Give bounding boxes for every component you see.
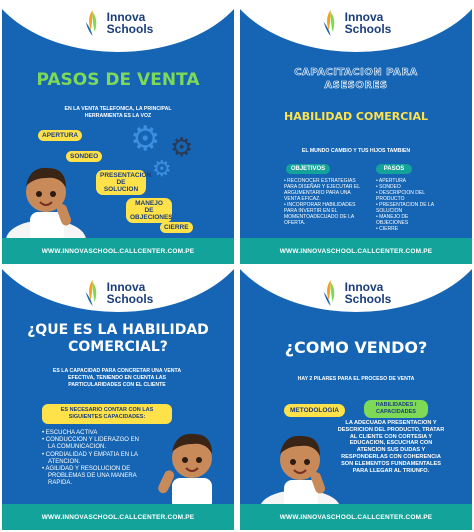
subtitle: EN LA VENTA TELEFONICA, LA PRINCIPAL HERRAMIENTA ES LA VOZ xyxy=(64,106,172,119)
student-illustration xyxy=(6,152,96,242)
step-pill: MANEJO DE OBJECIONES xyxy=(126,198,172,223)
student-illustration xyxy=(142,420,232,510)
list-item: • PRESENTACION DE LA SOLUCION xyxy=(376,202,440,214)
footer-url[interactable]: WWW.INNOVASCHOOL.CALLCENTER.COM.PE xyxy=(240,504,472,530)
capacidades-box: ES NECESARIO CONTAR CON LAS SIGUIENTES CAPACIDADES: xyxy=(42,404,172,424)
page-title: ¿QUE ES LA HABILIDAD COMERCIAL? xyxy=(27,322,209,355)
logo-line2: Schools xyxy=(106,292,154,306)
logo-line2: Schools xyxy=(344,22,392,36)
page-title: HABILIDAD COMERCIAL xyxy=(284,110,428,123)
gear-icon: ⚙ xyxy=(152,156,172,181)
footer-url[interactable]: WWW.INNOVASCHOOL.CALLCENTER.COM.PE xyxy=(240,238,472,264)
innova-logo-icon xyxy=(83,8,103,38)
footer-url[interactable]: WWW.INNOVASCHOOL.CALLCENTER.COM.PE xyxy=(2,504,234,530)
panel-pasos-de-venta xyxy=(2,2,234,264)
innova-logo xyxy=(321,8,392,38)
step-pill: PRESENTACION DE SOLUCION xyxy=(96,170,146,195)
logo-line1: Innova xyxy=(106,280,146,294)
step-pill: SONDEO xyxy=(66,151,102,162)
habilidades-pill: HABILIDADES / CAPACIDADES xyxy=(364,400,428,418)
pasos-list xyxy=(376,178,440,232)
tagline: EL MUNDO CAMBIO Y TUS HIJOS TAMBIEN xyxy=(301,148,411,154)
page-title: PASOS DE VENTA xyxy=(36,70,200,90)
logo-line2: Schools xyxy=(344,292,392,306)
pasos-tag: PASOS xyxy=(376,164,412,174)
innova-logo-icon xyxy=(83,278,103,308)
innova-logo-icon xyxy=(321,278,341,308)
list-item: • MANEJO DE OBJECIONES xyxy=(376,214,440,226)
pilares-paragraph: LA ADECUADA PRESENTACION Y DESCRICION DEL PRODUCTO, TRATAR AL CLIENTE CON CORTESIA Y EDUCACION, ESCUCHAR CON ATENCION SUS DUDAS Y RESPONDERLAS CON COHERENCIA SON ELEMENTOS FUNDAMENTALES PARA LLEGAR AL TRIUNFO. xyxy=(337,420,445,474)
panel-como-vendo xyxy=(240,268,472,530)
logo-line1: Innova xyxy=(344,10,384,24)
step-pill: APERTURA xyxy=(38,130,82,141)
student-illustration xyxy=(260,420,350,510)
step-pill: CIERRE xyxy=(160,222,193,233)
list-item: • ESCUCHA ACTIVA xyxy=(42,430,142,437)
innova-logo xyxy=(83,8,154,38)
gear-icon: ⚙ xyxy=(170,132,194,162)
subtitle: HAY 2 PILARES PARA EL PROCESO DE VENTA xyxy=(297,376,415,382)
innova-logo xyxy=(321,278,392,308)
capacidades-list xyxy=(42,430,142,488)
objetivos-list xyxy=(284,178,362,226)
logo-line2: Schools xyxy=(106,22,154,36)
list-item: • SONDEO xyxy=(376,184,440,190)
metodologia-pill: METODOLOGIA xyxy=(284,404,345,417)
list-item: • CONDUCCION Y LIDERAZGO EN LA COMUNICACION. xyxy=(42,437,142,451)
logo-line1: Innova xyxy=(106,10,146,24)
list-item: • CIERRE xyxy=(376,226,440,232)
panel-capacitacion xyxy=(240,2,472,264)
definition: ES LA CAPACIDAD PARA CONCRETAR UNA VENTA EFECTIVA, TENIENDO EN CUENTA LAS PARTICULARIDADES CON EL CLIENTE xyxy=(52,368,182,388)
list-item: • APERTURA xyxy=(376,178,440,184)
page-title: ¿COMO VENDO? xyxy=(284,338,428,357)
objetivos-tag: OBJETIVOS xyxy=(286,164,330,174)
list-item: • CORDIALIDAD Y EMPATIA EN LA ATENCION. xyxy=(42,452,142,466)
list-item: • INCORPORAR HABILIDADES PARA INVERTIR EN EL MOMENTOADECUADO DE LA OFERTA. xyxy=(284,202,362,226)
logo-line1: Innova xyxy=(344,280,384,294)
footer-url[interactable]: WWW.INNOVASCHOOL.CALLCENTER.COM.PE xyxy=(2,238,234,264)
panel-que-es-habilidad xyxy=(2,268,234,530)
list-item: • AGILIDAD Y RESOLUCION DE PROBLEMAS DE UNA MANERA RAPIDA. xyxy=(42,466,142,488)
innova-logo xyxy=(83,278,154,308)
gear-icon: ⚙ xyxy=(130,120,161,158)
training-title: CAPACITACION PARA ASESORES xyxy=(294,67,418,91)
list-item: • RECONOCER ESTRATEGIAS PARA DISEÑAR Y EJECUTAR EL ARGUMENTARIO PARA UNA VENTA EFICAZ. xyxy=(284,178,362,202)
innova-logo-icon xyxy=(321,8,341,38)
list-item: • DESCRIPCION DEL PRODUCTO xyxy=(376,190,440,202)
